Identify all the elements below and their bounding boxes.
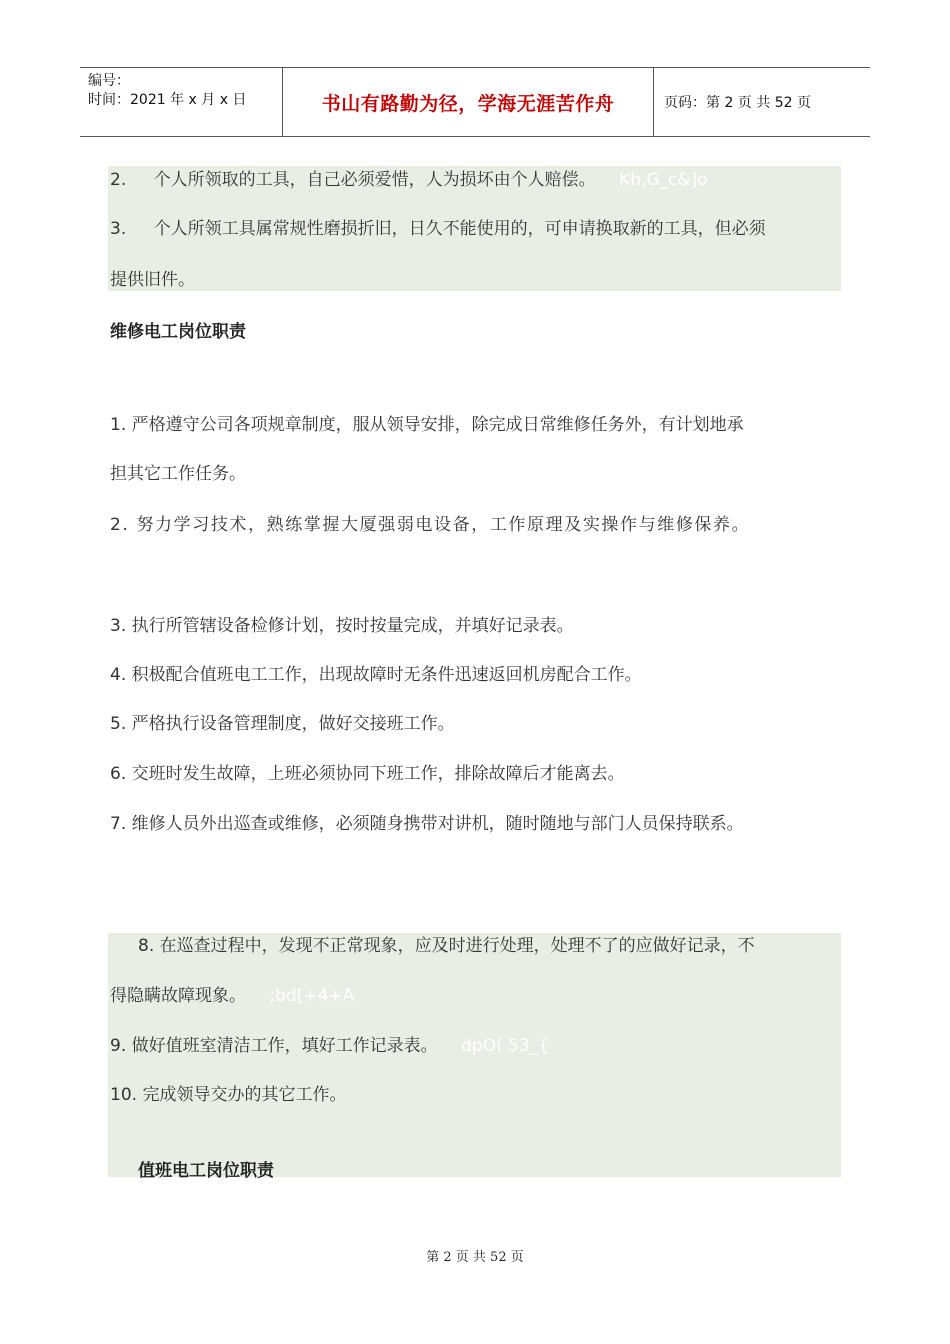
header-meta [80,68,282,136]
item-number: 7. [110,814,127,834]
item-text: 做好值班室清洁工作，填好工作记录表。 [131,1036,438,1056]
page-header [80,67,870,137]
top-item-3-cont: 提供旧件。 [110,270,195,290]
header-motto: 书山有路勤为径，学海无涯苦作舟 [282,68,654,136]
item-text: 努力学习技术，熟练掌握大厦强弱电设备，工作原理及实操作与维修保养。 [136,515,751,535]
item-number: 2. [110,170,127,190]
duty-item-3 [110,614,574,638]
ghost-text: ;bd[+4+A [269,986,355,1006]
item-text: 积极配合值班电工工作，出现故障时无条件迅速返回机房配合工作。 [131,665,642,685]
section-title-duty: 值班电工岗位职责 [138,1161,274,1181]
duty-item-6 [110,762,625,786]
item-number: 3. [110,616,127,636]
time-label: 时间：2021 年 x 月 x 日 [88,92,247,108]
duty-item-8-cont [110,984,354,1008]
item-text: 严格遵守公司各项规章制度，服从领导安排，除完成日常维修任务外，有计划地承 [131,415,744,435]
item-text: 在巡查过程中，发现不正常现象，应及时进行处理，处理不了的应做好记录，不 [159,936,755,956]
item-number: 1. [110,415,127,435]
ghost-text: Kh,G_c&]o [619,170,708,190]
duty-item-2 [110,513,750,537]
item-text: 完成领导交办的其它工作。 [142,1085,347,1105]
duty-item-7 [110,812,744,836]
duty-item-1 [110,413,744,437]
item-number: 2. [110,515,130,535]
item-text: 交班时发生故障，上班必须协同下班工作，排除故障后才能离去。 [131,764,625,784]
item-number: 3. [110,219,127,239]
section-title-maintenance: 维修电工岗位职责 [110,322,246,342]
item-number: 8. [138,936,155,956]
duty-item-4 [110,663,642,687]
code-label: 编号： [88,73,130,89]
header-page-info: 页码：第 2 页 共 52 页 [664,95,811,111]
item-text: 维修人员外出巡查或维修，必须随身携带对讲机，随时随地与部门人员保持联系。 [131,814,744,834]
item-text: 个人所领工具属常规性磨损折旧，日久不能使用的，可申请换取新的工具，但必须 [153,219,766,239]
item-text: 严格执行设备管理制度，做好交接班工作。 [131,714,455,734]
duty-item-5 [110,712,455,736]
top-item-2 [110,168,708,192]
item-number: 5. [110,714,127,734]
item-text: 执行所管辖设备检修计划，按时按量完成，并填好记录表。 [131,616,574,636]
duty-item-10 [110,1083,346,1107]
item-text: 个人所领取的工具，自己必须爱惜，人为损坏由个人赔偿。 [153,170,596,190]
duty-item-8 [138,934,755,958]
item-number: 4. [110,665,127,685]
item-number: 10. [110,1085,138,1105]
page-footer: 第 2 页 共 52 页 [426,1250,524,1265]
top-item-3 [110,217,766,241]
item-number: 6. [110,764,127,784]
item-number: 9. [110,1036,127,1056]
duty-item-9 [110,1034,549,1058]
duty-item-1-cont: 担其它工作任务。 [110,464,246,484]
item-text: 得隐瞒故障现象。 [110,986,246,1006]
ghost-text: dpO( 53_{ [461,1036,549,1056]
